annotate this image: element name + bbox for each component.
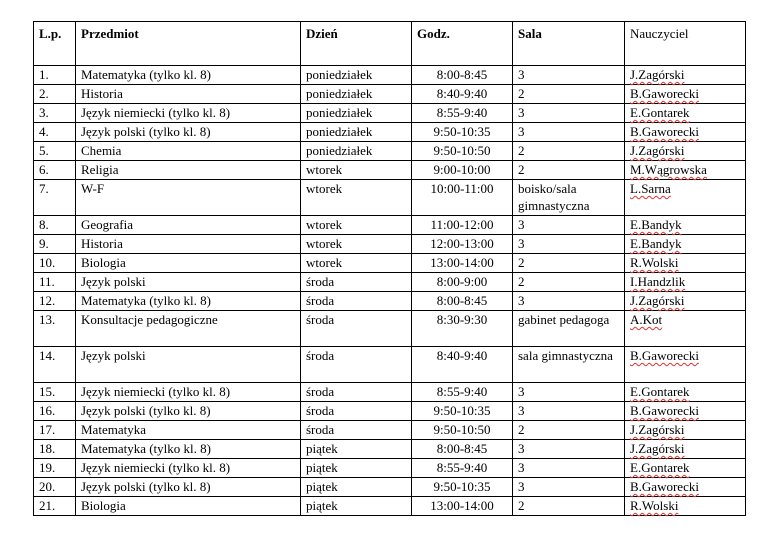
teacher-name: B.Gaworecki (630, 479, 699, 494)
header-day: Dzień (301, 22, 412, 66)
room-cell: 2 (513, 85, 625, 104)
day-cell: piątek (301, 478, 412, 497)
header-time: Godz. (412, 22, 513, 66)
teacher-cell (625, 292, 746, 311)
room-cell: 3 (513, 402, 625, 421)
subject-cell: Matematyka (tylko kl. 8) (76, 66, 301, 85)
header-subject: Przedmiot (76, 22, 301, 66)
room-cell: 3 (513, 216, 625, 235)
time-cell: 11:00-12:00 (412, 216, 513, 235)
day-cell: poniedziałek (301, 123, 412, 142)
time-cell: 8:00-8:45 (412, 440, 513, 459)
table-row (34, 273, 746, 292)
row-number: 3. (34, 104, 76, 123)
table-row (34, 292, 746, 311)
time-cell: 8:30-9:30 (412, 311, 513, 347)
subject-cell: Historia (76, 235, 301, 254)
row-number: 4. (34, 123, 76, 142)
teacher-name: J.Zagórski (630, 67, 685, 82)
schedule-table (33, 21, 746, 516)
row-number: 15. (34, 383, 76, 402)
table-row (34, 235, 746, 254)
teacher-cell (625, 478, 746, 497)
time-cell: 8:00-8:45 (412, 292, 513, 311)
table-row (34, 440, 746, 459)
teacher-name: A.Kot (630, 312, 663, 327)
teacher-name: J.Zagórski (630, 441, 685, 456)
table-row (34, 216, 746, 235)
room-cell: 2 (513, 254, 625, 273)
table-row (34, 478, 746, 497)
table-row (34, 85, 746, 104)
subject-cell: Biologia (76, 497, 301, 516)
subject-cell: Matematyka (76, 421, 301, 440)
teacher-name: R.Wolski (630, 255, 679, 270)
teacher-name: J.Zagórski (630, 422, 685, 437)
day-cell: poniedziałek (301, 104, 412, 123)
day-cell: poniedziałek (301, 85, 412, 104)
day-cell: środa (301, 383, 412, 402)
time-cell: 13:00-14:00 (412, 497, 513, 516)
day-cell: wtorek (301, 161, 412, 180)
row-number: 19. (34, 459, 76, 478)
header-room: Sala (513, 22, 625, 66)
subject-cell: Język polski (tylko kl. 8) (76, 478, 301, 497)
teacher-cell (625, 273, 746, 292)
teacher-cell (625, 142, 746, 161)
table-row (34, 347, 746, 383)
row-number: 21. (34, 497, 76, 516)
subject-cell: Historia (76, 85, 301, 104)
teacher-name: R.Wolski (630, 498, 679, 513)
room-cell: gabinet pedagoga (513, 311, 625, 347)
room-cell: 3 (513, 104, 625, 123)
day-cell: wtorek (301, 180, 412, 216)
row-number: 20. (34, 478, 76, 497)
table-row (34, 254, 746, 273)
day-cell: piątek (301, 440, 412, 459)
table-row (34, 421, 746, 440)
teacher-cell (625, 161, 746, 180)
subject-cell: Język polski (76, 273, 301, 292)
room-cell: 2 (513, 161, 625, 180)
teacher-cell (625, 180, 746, 216)
room-cell: 3 (513, 66, 625, 85)
header-teacher: Nauczyciel (625, 22, 746, 66)
teacher-cell (625, 104, 746, 123)
row-number: 16. (34, 402, 76, 421)
time-cell: 8:55-9:40 (412, 383, 513, 402)
teacher-name: B.Gaworecki (630, 348, 699, 363)
row-number: 12. (34, 292, 76, 311)
teacher-name: J.Zagórski (630, 143, 685, 158)
time-cell: 8:00-8:45 (412, 66, 513, 85)
time-cell: 10:00-11:00 (412, 180, 513, 216)
teacher-cell (625, 216, 746, 235)
table-row (34, 402, 746, 421)
teacher-cell (625, 123, 746, 142)
time-cell: 8:40-9:40 (412, 347, 513, 383)
teacher-cell (625, 402, 746, 421)
row-number: 1. (34, 66, 76, 85)
room-cell: 3 (513, 459, 625, 478)
day-cell: poniedziałek (301, 142, 412, 161)
room-cell: boisko/sala gimnastyczna (513, 180, 625, 216)
subject-cell: Matematyka (tylko kl. 8) (76, 292, 301, 311)
subject-cell: Język niemiecki (tylko kl. 8) (76, 459, 301, 478)
time-cell: 12:00-13:00 (412, 235, 513, 254)
time-cell: 13:00-14:00 (412, 254, 513, 273)
day-cell: piątek (301, 459, 412, 478)
time-cell: 9:50-10:35 (412, 478, 513, 497)
teacher-cell (625, 311, 746, 347)
subject-cell: Język niemiecki (tylko kl. 8) (76, 383, 301, 402)
subject-cell: Matematyka (tylko kl. 8) (76, 440, 301, 459)
teacher-name: B.Gaworecki (630, 124, 699, 139)
time-cell: 8:00-9:00 (412, 273, 513, 292)
row-number: 13. (34, 311, 76, 347)
time-cell: 9:50-10:35 (412, 402, 513, 421)
time-cell: 8:55-9:40 (412, 104, 513, 123)
subject-cell: Język polski (tylko kl. 8) (76, 402, 301, 421)
table-row (34, 123, 746, 142)
day-cell: poniedziałek (301, 66, 412, 85)
table-row (34, 311, 746, 347)
row-number: 2. (34, 85, 76, 104)
subject-cell: Geografia (76, 216, 301, 235)
table-row (34, 161, 746, 180)
day-cell: piątek (301, 497, 412, 516)
teacher-cell (625, 235, 746, 254)
teacher-name: L.Sarna (630, 181, 671, 196)
teacher-name: E.Gontarek (630, 460, 690, 475)
subject-cell: Język polski (tylko kl. 8) (76, 123, 301, 142)
subject-cell: Religia (76, 161, 301, 180)
subject-cell: Język polski (76, 347, 301, 383)
subject-cell: Chemia (76, 142, 301, 161)
time-cell: 9:50-10:50 (412, 142, 513, 161)
table-row (34, 104, 746, 123)
subject-cell: Język niemiecki (tylko kl. 8) (76, 104, 301, 123)
teacher-cell (625, 421, 746, 440)
teacher-cell (625, 440, 746, 459)
teacher-cell (625, 383, 746, 402)
room-cell: 3 (513, 235, 625, 254)
teacher-name: M.Wągrowska (630, 162, 707, 177)
teacher-name: E.Bandyk (630, 236, 682, 251)
room-cell: 2 (513, 142, 625, 161)
table-row (34, 180, 746, 216)
teacher-cell (625, 254, 746, 273)
table-row (34, 66, 746, 85)
room-cell: 3 (513, 440, 625, 459)
day-cell: wtorek (301, 216, 412, 235)
row-number: 17. (34, 421, 76, 440)
day-cell: środa (301, 273, 412, 292)
row-number: 10. (34, 254, 76, 273)
room-cell: 2 (513, 273, 625, 292)
room-cell: 2 (513, 421, 625, 440)
table-row (34, 497, 746, 516)
table-row (34, 142, 746, 161)
subject-cell: Biologia (76, 254, 301, 273)
row-number: 7. (34, 180, 76, 216)
time-cell: 8:55-9:40 (412, 459, 513, 478)
time-cell: 9:50-10:50 (412, 421, 513, 440)
row-number: 14. (34, 347, 76, 383)
row-number: 18. (34, 440, 76, 459)
room-cell: 3 (513, 383, 625, 402)
room-cell: 3 (513, 292, 625, 311)
header-row (34, 22, 746, 66)
day-cell: środa (301, 311, 412, 347)
room-cell: 3 (513, 123, 625, 142)
teacher-name: B.Gaworecki (630, 403, 699, 418)
teacher-name: E.Bandyk (630, 217, 682, 232)
teacher-cell (625, 85, 746, 104)
day-cell: środa (301, 402, 412, 421)
teacher-name: E.Gontarek (630, 105, 690, 120)
header-lp: L.p. (34, 22, 76, 66)
row-number: 11. (34, 273, 76, 292)
table-row (34, 459, 746, 478)
row-number: 6. (34, 161, 76, 180)
teacher-cell (625, 497, 746, 516)
day-cell: środa (301, 347, 412, 383)
room-cell: 2 (513, 497, 625, 516)
table-body (34, 66, 746, 516)
teacher-cell (625, 459, 746, 478)
day-cell: środa (301, 421, 412, 440)
subject-cell: W-F (76, 180, 301, 216)
table-row (34, 383, 746, 402)
teacher-cell (625, 347, 746, 383)
room-cell: 3 (513, 478, 625, 497)
time-cell: 8:40-9:40 (412, 85, 513, 104)
teacher-cell (625, 66, 746, 85)
row-number: 9. (34, 235, 76, 254)
room-cell: sala gimnastyczna (513, 347, 625, 383)
day-cell: wtorek (301, 254, 412, 273)
time-cell: 9:50-10:35 (412, 123, 513, 142)
teacher-name: B.Gaworecki (630, 86, 699, 101)
row-number: 5. (34, 142, 76, 161)
day-cell: wtorek (301, 235, 412, 254)
subject-cell: Konsultacje pedagogiczne (76, 311, 301, 347)
teacher-name: J.Zagórski (630, 293, 685, 308)
row-number: 8. (34, 216, 76, 235)
teacher-name: I.Handzlik (630, 274, 686, 289)
day-cell: środa (301, 292, 412, 311)
time-cell: 9:00-10:00 (412, 161, 513, 180)
teacher-name: E.Gontarek (630, 384, 690, 399)
